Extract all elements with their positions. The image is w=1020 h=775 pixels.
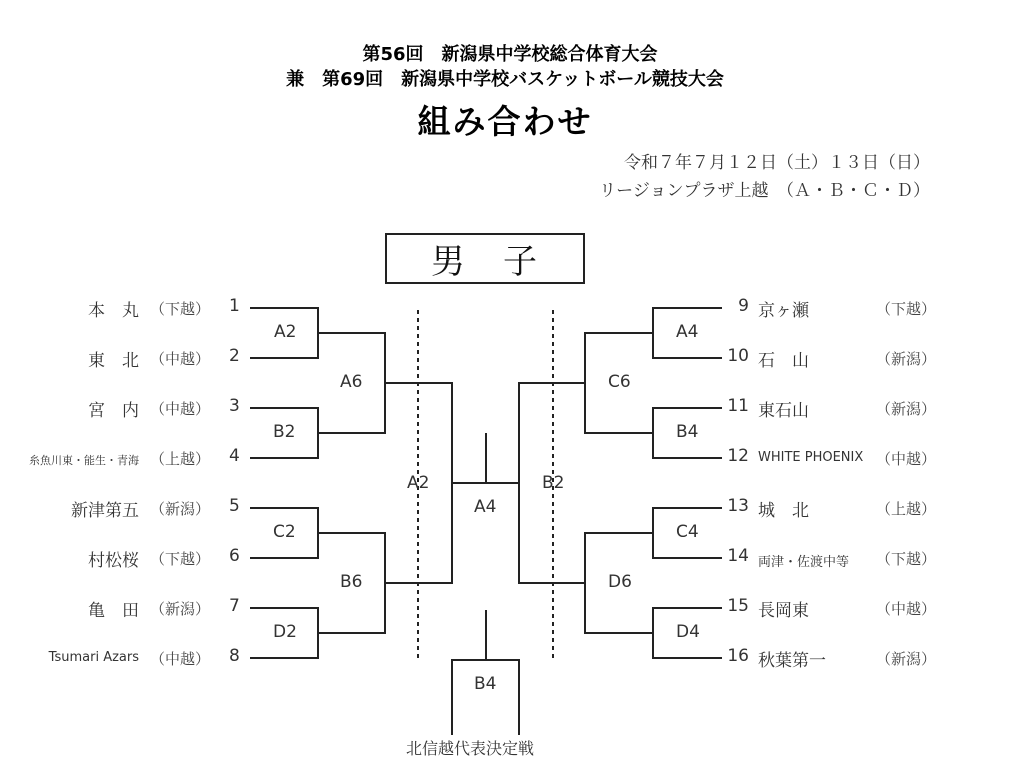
event-date: 令和７年７月１２日（土）１３日（日） bbox=[624, 153, 930, 173]
match-label: C6 bbox=[608, 372, 631, 392]
team-name: 城 北 bbox=[758, 501, 809, 521]
team-name: 長岡東 bbox=[758, 601, 809, 621]
team-name: 本 丸 bbox=[88, 301, 139, 321]
match-label: A4 bbox=[676, 322, 699, 342]
team-name: 京ヶ瀬 bbox=[758, 301, 809, 321]
team-region: （下越） bbox=[876, 550, 937, 568]
event-venue: リージョンプラザ上越 （Ａ・Ｂ・Ｃ・Ｄ） bbox=[599, 181, 930, 201]
team-seed: 8 bbox=[229, 646, 240, 666]
header-line-2: 兼 第69回 新潟県中学校バスケットボール競技大会 bbox=[286, 69, 724, 90]
team-name: 秋葉第一 bbox=[758, 651, 826, 671]
team-region: （中越） bbox=[876, 600, 937, 618]
team-region: （上越） bbox=[150, 450, 211, 468]
team-seed: 3 bbox=[229, 396, 240, 416]
team-seed: 11 bbox=[727, 396, 749, 416]
team-seed: 2 bbox=[229, 346, 240, 366]
team-seed: 15 bbox=[727, 596, 749, 616]
match-label: A4 bbox=[474, 497, 497, 517]
team-seed: 13 bbox=[727, 496, 749, 516]
match-label: B6 bbox=[340, 572, 363, 592]
team-name: WHITE PHOENIX bbox=[758, 450, 864, 465]
team-seed: 1 bbox=[229, 296, 240, 316]
footer-label: 北信越代表決定戦 bbox=[406, 739, 535, 758]
team-seed: 6 bbox=[229, 546, 240, 566]
team-name: 糸魚川東・能生・青海 bbox=[29, 454, 139, 467]
team-seed: 14 bbox=[727, 546, 749, 566]
match-label: B4 bbox=[474, 674, 497, 694]
header-line-1: 第56回 新潟県中学校総合体育大会 bbox=[362, 44, 658, 65]
match-label: B2 bbox=[273, 422, 296, 442]
team-name: 村松桜 bbox=[88, 551, 139, 571]
team-region: （中越） bbox=[150, 350, 211, 368]
team-region: （中越） bbox=[876, 450, 937, 468]
match-label: C2 bbox=[273, 522, 296, 542]
team-region: （新潟） bbox=[876, 400, 937, 418]
match-label: A2 bbox=[407, 473, 430, 493]
team-seed: 12 bbox=[727, 446, 749, 466]
team-name: Tsumari Azars bbox=[48, 650, 139, 665]
team-seed: 4 bbox=[229, 446, 240, 466]
team-seed: 7 bbox=[229, 596, 240, 616]
bracket-line bbox=[452, 660, 519, 735]
team-region: （下越） bbox=[150, 300, 211, 318]
team-region: （中越） bbox=[150, 650, 211, 668]
team-name: 東 北 bbox=[88, 351, 139, 371]
team-name: 宮 内 bbox=[88, 401, 139, 421]
team-region: （中越） bbox=[150, 400, 211, 418]
team-seed: 10 bbox=[727, 346, 749, 366]
match-label: C4 bbox=[676, 522, 699, 542]
match-label: D2 bbox=[273, 622, 297, 642]
team-region: （新潟） bbox=[876, 650, 937, 668]
team-name: 両津・佐渡中等 bbox=[758, 555, 850, 570]
team-seed: 16 bbox=[727, 646, 749, 666]
team-region: （下越） bbox=[150, 550, 211, 568]
match-label: A2 bbox=[274, 322, 297, 342]
match-label: D6 bbox=[608, 572, 632, 592]
team-name: 石 山 bbox=[758, 351, 809, 371]
team-name: 新津第五 bbox=[71, 501, 139, 521]
match-label: B4 bbox=[676, 422, 699, 442]
team-region: （新潟） bbox=[150, 500, 211, 518]
page-title: 組み合わせ bbox=[417, 102, 593, 141]
match-label: B2 bbox=[542, 473, 565, 493]
match-label: D4 bbox=[676, 622, 700, 642]
team-region: （上越） bbox=[876, 500, 937, 518]
team-name: 東石山 bbox=[758, 401, 809, 421]
team-region: （下越） bbox=[876, 300, 937, 318]
match-label: A6 bbox=[340, 372, 363, 392]
team-seed: 5 bbox=[229, 496, 240, 516]
team-seed: 9 bbox=[738, 296, 749, 316]
gender-label: 男 子 bbox=[431, 242, 539, 282]
team-name: 亀 田 bbox=[88, 601, 139, 621]
team-region: （新潟） bbox=[876, 350, 937, 368]
team-region: （新潟） bbox=[150, 600, 211, 618]
